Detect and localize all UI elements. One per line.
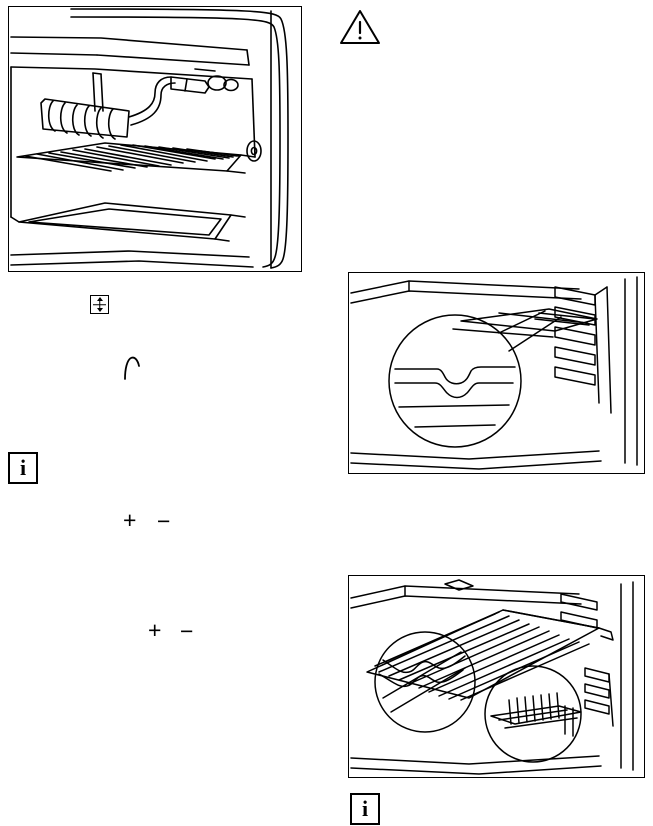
hook-shape-icon xyxy=(122,355,144,381)
shelf-level-adjust-icon xyxy=(90,295,109,314)
information-icon xyxy=(350,793,380,825)
plus-symbol-1: + xyxy=(123,507,137,533)
minus-symbol-1: − xyxy=(157,508,171,534)
figure-1-drawing xyxy=(9,7,301,271)
shelf-level-adjust-glyph xyxy=(90,295,109,314)
warning-triangle-icon xyxy=(338,8,382,46)
information-icon-glyph: i xyxy=(350,793,380,825)
figure-shelf-runner-detail-closeup xyxy=(348,272,645,474)
figure-3-drawing xyxy=(349,576,644,777)
plus-symbol-2: + xyxy=(148,617,162,643)
information-icon-glyph: i xyxy=(8,452,38,484)
figure-wire-shelf-and-tray-insertion xyxy=(348,575,645,778)
figure-2-drawing xyxy=(349,273,644,473)
information-icon xyxy=(8,452,38,484)
minus-symbol-2: − xyxy=(180,618,194,644)
figure-oven-cavity-with-heating-element xyxy=(8,6,302,272)
